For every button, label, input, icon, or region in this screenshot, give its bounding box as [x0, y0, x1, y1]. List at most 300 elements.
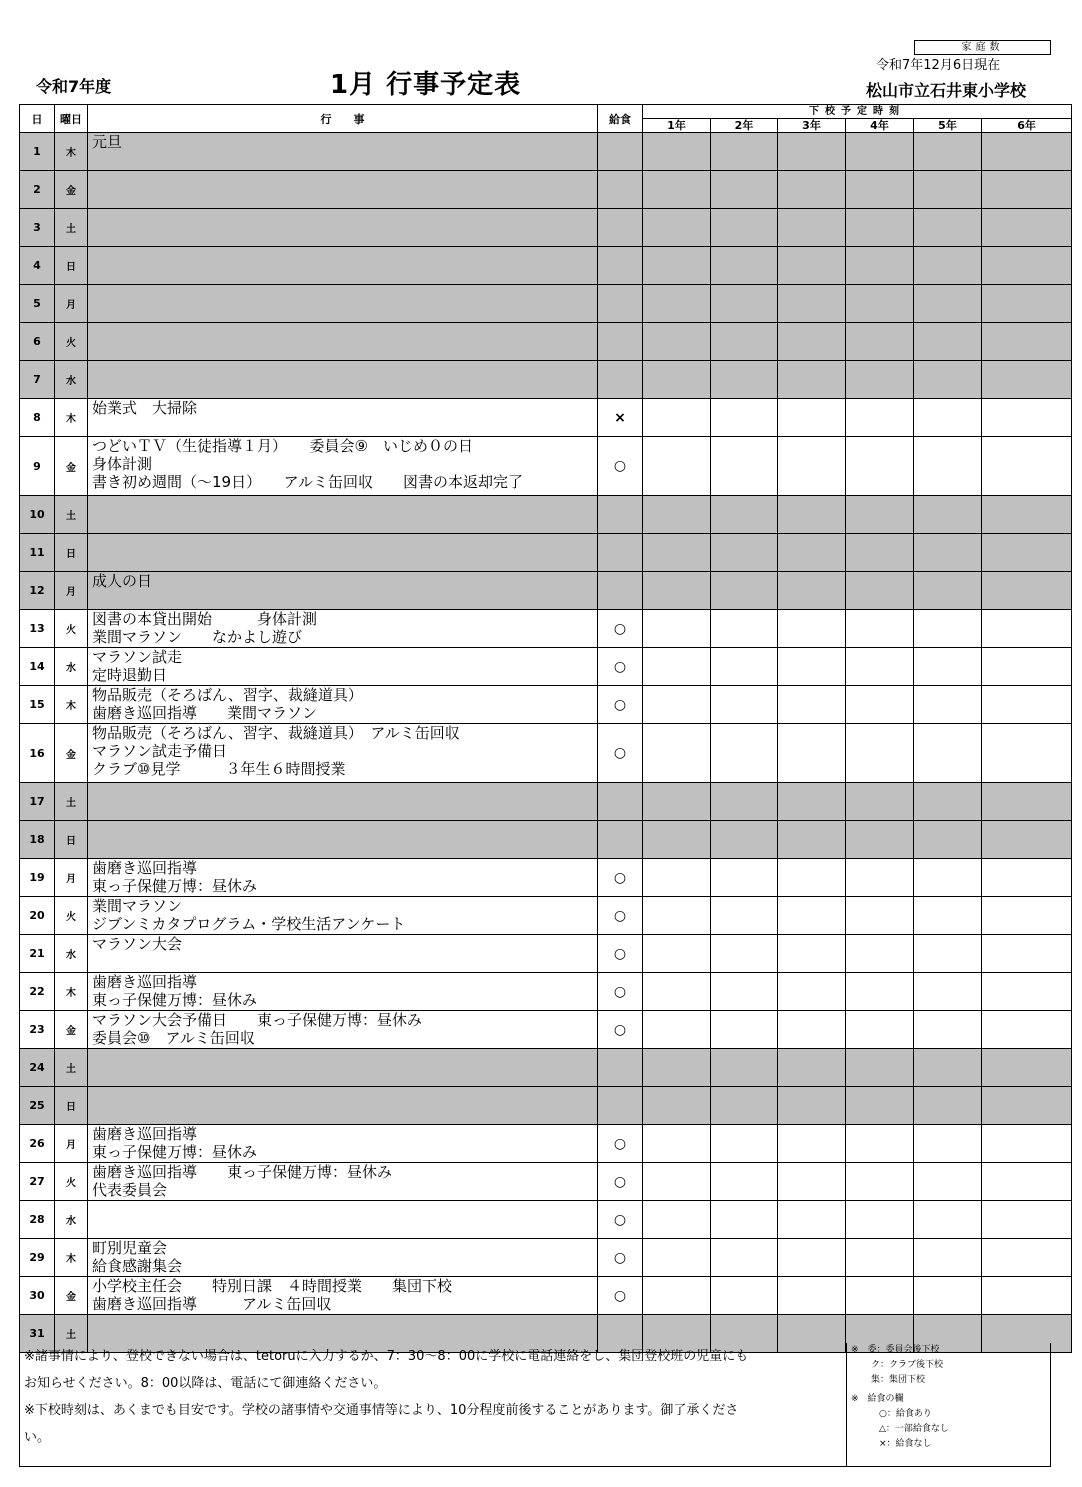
- dismissal-time-cell: [643, 1239, 711, 1277]
- dismissal-time-cell: [914, 534, 982, 572]
- day-cell: 6: [20, 323, 55, 361]
- lunch-cell: ○: [598, 437, 643, 496]
- dismissal-time-cell: [846, 323, 914, 361]
- dismissal-time-cell: [643, 859, 711, 897]
- dismissal-time-cell: [643, 821, 711, 859]
- dismissal-time-cell: [846, 534, 914, 572]
- event-line: 東っ子保健万博：昼休み: [92, 877, 258, 895]
- events-cell: [88, 648, 598, 686]
- event-line: 元旦: [92, 133, 123, 151]
- dismissal-time-cell: [846, 1239, 914, 1277]
- weekday-cell: 木: [55, 1239, 88, 1277]
- dismissal-time-cell: [846, 572, 914, 610]
- day-cell: 30: [20, 1277, 55, 1315]
- weekday-cell: 金: [55, 1277, 88, 1315]
- dismissal-time-cell: [643, 323, 711, 361]
- dismissal-time-cell: [643, 724, 711, 783]
- day-cell: 13: [20, 610, 55, 648]
- day-cell: 19: [20, 859, 55, 897]
- weekday-cell: 土: [55, 1049, 88, 1087]
- table-row: [20, 1163, 1072, 1201]
- events-cell: [88, 437, 598, 496]
- legend-line: △：一部給食なし: [879, 1424, 949, 1434]
- weekday-cell: 金: [55, 724, 88, 783]
- table-row: [20, 361, 1072, 399]
- table-row: [20, 648, 1072, 686]
- events-cell: [88, 133, 598, 171]
- dismissal-time-cell: [982, 534, 1072, 572]
- day-cell: 27: [20, 1163, 55, 1201]
- grade-header: 4年: [846, 119, 914, 133]
- dismissal-time-cell: [846, 247, 914, 285]
- dismissal-time-cell: [982, 783, 1072, 821]
- dismissal-time-cell: [778, 1163, 846, 1201]
- dismissal-time-cell: [643, 437, 711, 496]
- event-line: マラソン大会予備日 東っ子保健万博：昼休み: [92, 1011, 423, 1029]
- day-cell: 11: [20, 534, 55, 572]
- dismissal-time-cell: [711, 171, 778, 209]
- dismissal-time-cell: [778, 897, 846, 935]
- dismissal-time-cell: [643, 399, 711, 437]
- dismissal-time-cell: [711, 323, 778, 361]
- dismissal-time-cell: [982, 437, 1072, 496]
- weekday-cell: 日: [55, 821, 88, 859]
- dismissal-time-cell: [982, 496, 1072, 534]
- note-line: い。: [24, 1430, 51, 1445]
- dismissal-time-cell: [711, 935, 778, 973]
- weekday-cell: 土: [55, 1315, 88, 1353]
- weekday-cell: 月: [55, 859, 88, 897]
- dismissal-time-cell: [778, 437, 846, 496]
- dismissal-time-cell: [846, 859, 914, 897]
- day-cell: 31: [20, 1315, 55, 1353]
- dismissal-time-cell: [711, 1163, 778, 1201]
- table-row: [20, 859, 1072, 897]
- dismissal-time-cell: [643, 247, 711, 285]
- dismissal-time-cell: [711, 1087, 778, 1125]
- weekday-cell: 火: [55, 323, 88, 361]
- table-row: [20, 1011, 1072, 1049]
- weekday-cell: 日: [55, 534, 88, 572]
- dismissal-time-cell: [711, 859, 778, 897]
- dismissal-time-cell: [914, 1049, 982, 1087]
- lunch-cell: ○: [598, 897, 643, 935]
- events-cell: [88, 534, 598, 572]
- event-line: 東っ子保健万博：昼休み: [92, 1143, 258, 1161]
- dismissal-time-cell: [982, 935, 1072, 973]
- event-line: 物品販売（そろばん、習字、裁縫道具）: [92, 686, 363, 704]
- dismissal-time-cell: [982, 209, 1072, 247]
- event-line: 給食感謝集会: [92, 1257, 183, 1275]
- household-count-box: 家庭数: [914, 40, 1051, 55]
- as-of-date: 令和7年12月6日現在: [876, 58, 1001, 73]
- dismissal-time-cell: [982, 171, 1072, 209]
- dismissal-time-cell: [982, 323, 1072, 361]
- event-line: 図書の本貸出開始 身体計測: [92, 610, 318, 628]
- legend-line: ※ 給食の欄: [851, 1394, 904, 1404]
- dismissal-time-cell: [846, 285, 914, 323]
- table-row: [20, 437, 1072, 496]
- events-cell: [88, 361, 598, 399]
- event-line: 歯磨き巡回指導 東っ子保健万博：昼休み: [92, 1163, 393, 1181]
- dismissal-time-cell: [778, 1125, 846, 1163]
- lunch-cell: [598, 1087, 643, 1125]
- dismissal-time-cell: [982, 648, 1072, 686]
- dismissal-time-cell: [982, 1201, 1072, 1239]
- table-row: [20, 935, 1072, 973]
- weekday-cell: 水: [55, 1201, 88, 1239]
- table-row: [20, 1049, 1072, 1087]
- lunch-cell: ○: [598, 859, 643, 897]
- dismissal-time-cell: [778, 399, 846, 437]
- dismissal-time-cell: [711, 1201, 778, 1239]
- dismissal-time-cell: [711, 209, 778, 247]
- table-row: [20, 1125, 1072, 1163]
- events-cell: [88, 1049, 598, 1087]
- day-cell: 7: [20, 361, 55, 399]
- events-cell: [88, 399, 598, 437]
- events-cell: [88, 1277, 598, 1315]
- dismissal-time-cell: [846, 1049, 914, 1087]
- events-cell: [88, 171, 598, 209]
- table-row: [20, 534, 1072, 572]
- dismissal-time-cell: [982, 973, 1072, 1011]
- dismissal-time-cell: [778, 859, 846, 897]
- dismissal-time-cell: [643, 572, 711, 610]
- events-cell: [88, 973, 598, 1011]
- events-cell: [88, 247, 598, 285]
- dismissal-time-cell: [846, 133, 914, 171]
- dismissal-time-cell: [914, 1125, 982, 1163]
- event-line: 書き初め週間（～19日） アルミ缶回収 図書の本返却完了: [92, 473, 523, 491]
- dismissal-time-cell: [778, 209, 846, 247]
- lunch-cell: [598, 323, 643, 361]
- table-row: [20, 610, 1072, 648]
- lunch-cell: [598, 783, 643, 821]
- event-line: マラソン試走予備日: [92, 742, 228, 760]
- col-events: 行 事: [88, 105, 598, 133]
- lunch-cell: [598, 133, 643, 171]
- weekday-cell: 土: [55, 783, 88, 821]
- table-row: [20, 323, 1072, 361]
- dismissal-time-cell: [643, 1163, 711, 1201]
- legend-line: ※ 委：委員会後下校: [851, 1345, 940, 1355]
- dismissal-time-cell: [711, 610, 778, 648]
- dismissal-time-cell: [982, 1087, 1072, 1125]
- weekday-cell: 火: [55, 897, 88, 935]
- dismissal-time-cell: [914, 859, 982, 897]
- dismissal-time-cell: [711, 496, 778, 534]
- dismissal-time-cell: [778, 133, 846, 171]
- dismissal-time-cell: [982, 724, 1072, 783]
- dismissal-time-cell: [711, 399, 778, 437]
- dismissal-time-cell: [711, 973, 778, 1011]
- event-line: 業間マラソン なかよし遊び: [92, 628, 303, 646]
- weekday-cell: 日: [55, 1087, 88, 1125]
- weekday-cell: 月: [55, 572, 88, 610]
- dismissal-time-cell: [711, 534, 778, 572]
- dismissal-time-cell: [846, 1277, 914, 1315]
- dismissal-time-cell: [643, 1087, 711, 1125]
- dismissal-time-cell: [846, 973, 914, 1011]
- dismissal-time-cell: [914, 247, 982, 285]
- event-line: つどいＴＶ（生徒指導１月） 委員会⑨ いじめ０の日: [92, 437, 473, 455]
- events-cell: [88, 1125, 598, 1163]
- event-line: 業間マラソン: [92, 897, 183, 915]
- day-cell: 4: [20, 247, 55, 285]
- grade-header: 1年: [643, 119, 711, 133]
- dismissal-time-cell: [778, 1011, 846, 1049]
- dismissal-time-cell: [778, 171, 846, 209]
- dismissal-time-cell: [711, 897, 778, 935]
- dismissal-time-cell: [914, 1277, 982, 1315]
- note-line: ※下校時刻は、あくまでも目安です。学校の諸事情や交通事情等により、10分程度前後することがあります。御了承くださ: [24, 1403, 739, 1418]
- dismissal-time-cell: [914, 1087, 982, 1125]
- event-line: 委員会⑩ アルミ缶回収: [92, 1029, 255, 1047]
- dismissal-time-cell: [982, 1239, 1072, 1277]
- lunch-cell: ○: [598, 1011, 643, 1049]
- dismissal-time-cell: [982, 133, 1072, 171]
- day-cell: 15: [20, 686, 55, 724]
- dismissal-time-cell: [711, 1049, 778, 1087]
- dismissal-time-cell: [643, 973, 711, 1011]
- events-cell: [88, 323, 598, 361]
- event-line: 歯磨き巡回指導 アルミ缶回収: [92, 1295, 332, 1313]
- dismissal-time-cell: [778, 572, 846, 610]
- table-row: [20, 724, 1072, 783]
- legend-line: ク：クラブ後下校: [871, 1360, 944, 1370]
- dismissal-time-cell: [914, 1201, 982, 1239]
- day-cell: 24: [20, 1049, 55, 1087]
- lunch-cell: [598, 1049, 643, 1087]
- dismissal-time-cell: [846, 686, 914, 724]
- event-line: 小学校主任会 特別日課 ４時間授業 集団下校: [92, 1277, 453, 1295]
- dismissal-time-cell: [982, 361, 1072, 399]
- events-cell: [88, 783, 598, 821]
- day-cell: 10: [20, 496, 55, 534]
- day-cell: 14: [20, 648, 55, 686]
- schedule-table: [19, 104, 1072, 1353]
- lunch-cell: ○: [598, 610, 643, 648]
- lunch-cell: ○: [598, 648, 643, 686]
- dismissal-time-cell: [914, 209, 982, 247]
- dismissal-time-cell: [914, 686, 982, 724]
- grade-header: 6年: [982, 119, 1072, 133]
- lunch-cell: [598, 496, 643, 534]
- note-line: お知らせください。8：00以降は、電話にて御連絡ください。: [24, 1376, 387, 1391]
- lunch-cell: [598, 534, 643, 572]
- weekday-cell: 火: [55, 610, 88, 648]
- day-cell: 5: [20, 285, 55, 323]
- dismissal-time-cell: [643, 783, 711, 821]
- day-cell: 28: [20, 1201, 55, 1239]
- dismissal-time-cell: [846, 1125, 914, 1163]
- day-cell: 3: [20, 209, 55, 247]
- events-cell: [88, 610, 598, 648]
- dismissal-time-cell: [778, 935, 846, 973]
- dismissal-time-cell: [846, 935, 914, 973]
- weekday-cell: 水: [55, 648, 88, 686]
- dismissal-time-cell: [711, 783, 778, 821]
- grade-header: 2年: [711, 119, 778, 133]
- day-cell: 23: [20, 1011, 55, 1049]
- lunch-cell: ○: [598, 973, 643, 1011]
- dismissal-time-cell: [914, 323, 982, 361]
- weekday-cell: 木: [55, 133, 88, 171]
- dismissal-time-cell: [914, 783, 982, 821]
- lunch-cell: [598, 572, 643, 610]
- events-cell: [88, 859, 598, 897]
- event-line: クラブ⑩見学 ３年生６時間授業: [92, 760, 346, 778]
- dismissal-time-cell: [914, 1239, 982, 1277]
- day-cell: 2: [20, 171, 55, 209]
- lunch-cell: ○: [598, 1239, 643, 1277]
- weekday-cell: 月: [55, 285, 88, 323]
- dismissal-time-cell: [643, 534, 711, 572]
- events-cell: [88, 686, 598, 724]
- dismissal-time-cell: [846, 610, 914, 648]
- dismissal-time-cell: [982, 247, 1072, 285]
- table-row: [20, 285, 1072, 323]
- event-line: 歯磨き巡回指導: [92, 1125, 198, 1143]
- dismissal-time-cell: [643, 361, 711, 399]
- legend: [846, 1343, 1051, 1467]
- dismissal-time-cell: [643, 285, 711, 323]
- lunch-cell: ○: [598, 935, 643, 973]
- dismissal-time-cell: [778, 1239, 846, 1277]
- events-cell: [88, 285, 598, 323]
- dismissal-time-cell: [914, 496, 982, 534]
- legend-line: ○：給食あり: [879, 1409, 932, 1419]
- dismissal-time-cell: [778, 973, 846, 1011]
- table-row: [20, 821, 1072, 859]
- weekday-cell: 木: [55, 399, 88, 437]
- day-cell: 1: [20, 133, 55, 171]
- table-row: [20, 1087, 1072, 1125]
- dismissal-time-cell: [914, 648, 982, 686]
- weekday-cell: 土: [55, 209, 88, 247]
- dismissal-time-cell: [914, 361, 982, 399]
- dismissal-time-cell: [643, 209, 711, 247]
- dismissal-time-cell: [643, 1277, 711, 1315]
- table-row: [20, 496, 1072, 534]
- dismissal-time-cell: [643, 935, 711, 973]
- event-line: 代表委員会: [92, 1181, 168, 1199]
- dismissal-time-cell: [643, 610, 711, 648]
- weekday-cell: 金: [55, 171, 88, 209]
- col-dismissal: 下校予定時刻: [643, 105, 1072, 119]
- lunch-cell: [598, 361, 643, 399]
- table-row: [20, 399, 1072, 437]
- day-cell: 12: [20, 572, 55, 610]
- dismissal-time-cell: [982, 821, 1072, 859]
- dismissal-time-cell: [643, 648, 711, 686]
- dismissal-time-cell: [711, 361, 778, 399]
- lunch-cell: ○: [598, 1201, 643, 1239]
- events-cell: [88, 1201, 598, 1239]
- dismissal-time-cell: [982, 897, 1072, 935]
- table-row: [20, 783, 1072, 821]
- dismissal-time-cell: [914, 285, 982, 323]
- dismissal-time-cell: [846, 171, 914, 209]
- dismissal-time-cell: [982, 1277, 1072, 1315]
- lunch-cell: [598, 247, 643, 285]
- table-row: [20, 133, 1072, 171]
- dismissal-time-cell: [982, 572, 1072, 610]
- dismissal-time-cell: [711, 1239, 778, 1277]
- table-row: [20, 897, 1072, 935]
- dismissal-time-cell: [778, 534, 846, 572]
- dismissal-time-cell: [846, 496, 914, 534]
- dismissal-time-cell: [982, 686, 1072, 724]
- table-row: [20, 247, 1072, 285]
- events-cell: [88, 821, 598, 859]
- events-cell: [88, 935, 598, 973]
- lunch-cell: [598, 209, 643, 247]
- lunch-cell: ○: [598, 686, 643, 724]
- table-row: [20, 1201, 1072, 1239]
- table-row: [20, 209, 1072, 247]
- dismissal-time-cell: [643, 1201, 711, 1239]
- dismissal-time-cell: [846, 399, 914, 437]
- dismissal-time-cell: [778, 1201, 846, 1239]
- dismissal-time-cell: [778, 1087, 846, 1125]
- dismissal-time-cell: [643, 133, 711, 171]
- events-cell: [88, 572, 598, 610]
- dismissal-time-cell: [982, 285, 1072, 323]
- dismissal-time-cell: [846, 1087, 914, 1125]
- col-day: 日: [20, 105, 55, 133]
- schedule-body: [20, 133, 1072, 1353]
- events-cell: [88, 1087, 598, 1125]
- col-lunch: 給食: [598, 105, 643, 133]
- day-cell: 26: [20, 1125, 55, 1163]
- dismissal-time-cell: [711, 821, 778, 859]
- event-line: ジブンミカタプログラム・学校生活アンケート: [92, 915, 406, 933]
- table-row: [20, 1277, 1072, 1315]
- grade-header: 3年: [778, 119, 846, 133]
- weekday-cell: 木: [55, 686, 88, 724]
- dismissal-time-cell: [778, 285, 846, 323]
- legend-line: ×：給食なし: [879, 1439, 932, 1449]
- weekday-cell: 火: [55, 1163, 88, 1201]
- day-cell: 25: [20, 1087, 55, 1125]
- day-cell: 18: [20, 821, 55, 859]
- day-cell: 8: [20, 399, 55, 437]
- dismissal-time-cell: [914, 572, 982, 610]
- dismissal-time-cell: [914, 399, 982, 437]
- dismissal-time-cell: [914, 610, 982, 648]
- dismissal-time-cell: [846, 437, 914, 496]
- dismissal-time-cell: [914, 724, 982, 783]
- dismissal-time-cell: [846, 1163, 914, 1201]
- table-row: [20, 1239, 1072, 1277]
- events-cell: [88, 897, 598, 935]
- dismissal-time-cell: [846, 1011, 914, 1049]
- dismissal-time-cell: [982, 1125, 1072, 1163]
- dismissal-time-cell: [778, 783, 846, 821]
- dismissal-time-cell: [982, 1049, 1072, 1087]
- dismissal-time-cell: [846, 821, 914, 859]
- event-line: 歯磨き巡回指導: [92, 973, 198, 991]
- weekday-cell: 水: [55, 935, 88, 973]
- lunch-cell: ×: [598, 399, 643, 437]
- dismissal-time-cell: [778, 496, 846, 534]
- events-cell: [88, 209, 598, 247]
- dismissal-time-cell: [778, 247, 846, 285]
- dismissal-time-cell: [711, 437, 778, 496]
- dismissal-time-cell: [982, 859, 1072, 897]
